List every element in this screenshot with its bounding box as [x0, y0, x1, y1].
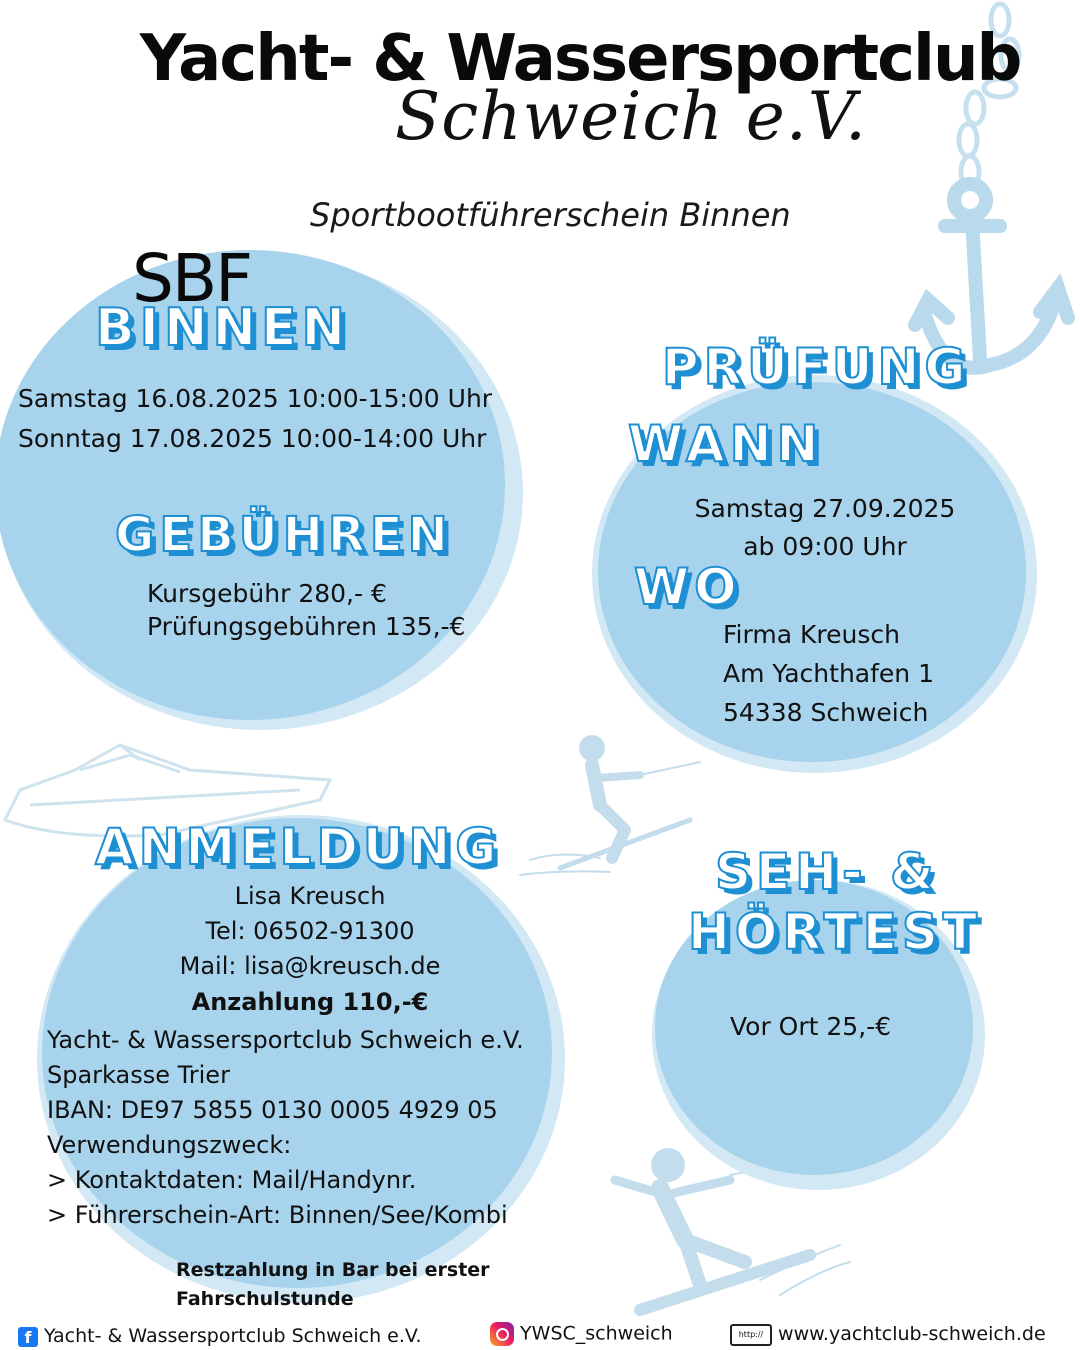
hearing-test-heading: HÖRTEST — [688, 903, 982, 961]
bank-account-holder: Yacht- & Wassersportclub Schweich e.V. — [47, 1026, 524, 1054]
payment-reference-label: Verwendungszweck: — [47, 1131, 292, 1159]
web-icon-text: http:// — [738, 1329, 764, 1339]
instagram-label: YWSC_schweich — [520, 1322, 673, 1345]
exam-location-street: Am Yachthafen 1 — [723, 659, 934, 688]
page-subtitle: Sportbootführerschein Binnen — [310, 196, 791, 234]
vision-test-heading: SEH- & — [715, 843, 939, 901]
bank-iban: IBAN: DE97 5855 0130 0005 4929 05 — [47, 1096, 498, 1124]
exam-heading: PRÜFUNG — [662, 338, 971, 396]
sbf-label: SBF — [132, 240, 252, 317]
registration-heading: ANMELDUNG — [95, 818, 502, 876]
fee-course: Kursgebühr 280,- € — [147, 579, 387, 608]
course-date-2: Sonntag 17.08.2025 10:00-14:00 Uhr — [18, 424, 487, 453]
footer-website[interactable] — [730, 1323, 1046, 1346]
exam-location-name: Firma Kreusch — [723, 620, 900, 649]
contact-phone: Tel: 06502-91300 — [205, 917, 415, 945]
club-script-name: Schweich e.V. — [395, 78, 867, 155]
web-cursor-icon — [730, 1324, 772, 1346]
footer-facebook[interactable] — [18, 1325, 422, 1347]
footer-instagram[interactable] — [490, 1322, 673, 1346]
exam-time: ab 09:00 Uhr — [743, 532, 907, 561]
payment-reference-license: > Führerschein-Art: Binnen/See/Kombi — [47, 1201, 508, 1229]
contact-name: Lisa Kreusch — [234, 882, 386, 910]
contact-mail: Mail: lisa@kreusch.de — [179, 952, 441, 980]
payment-reference-contact: > Kontaktdaten: Mail/Handynr. — [47, 1166, 417, 1194]
page-title: Yacht- & Wassersportclub — [139, 22, 1021, 96]
fees-heading: GEBÜHREN — [115, 507, 453, 563]
vision-test-price: Vor Ort 25,-€ — [730, 1012, 892, 1041]
fee-exam: Prüfungsgebühren 135,-€ — [147, 612, 466, 641]
exam-when-heading: WANN — [628, 415, 824, 473]
course-date-1: Samstag 16.08.2025 10:00-15:00 Uhr — [18, 384, 493, 413]
exam-where-heading: WO — [634, 558, 742, 616]
facebook-label: Yacht- & Wassersportclub Schweich e.V. — [44, 1325, 422, 1347]
exam-location-city: 54338 Schweich — [723, 698, 929, 727]
exam-date: Samstag 27.09.2025 — [694, 494, 956, 523]
website-label: www.yachtclub-schweich.de — [778, 1323, 1046, 1345]
remainder-note-2: Fahrschulstunde — [176, 1288, 354, 1310]
water-skier-icon — [520, 735, 700, 875]
remainder-note-1: Restzahlung in Bar bei erster — [176, 1259, 490, 1281]
bank-name: Sparkasse Trier — [47, 1061, 230, 1089]
deposit-label: Anzahlung 110,-€ — [191, 988, 429, 1016]
facebook-icon: f — [18, 1327, 38, 1347]
instagram-icon — [490, 1322, 514, 1346]
course-heading: BINNEN — [95, 298, 351, 358]
